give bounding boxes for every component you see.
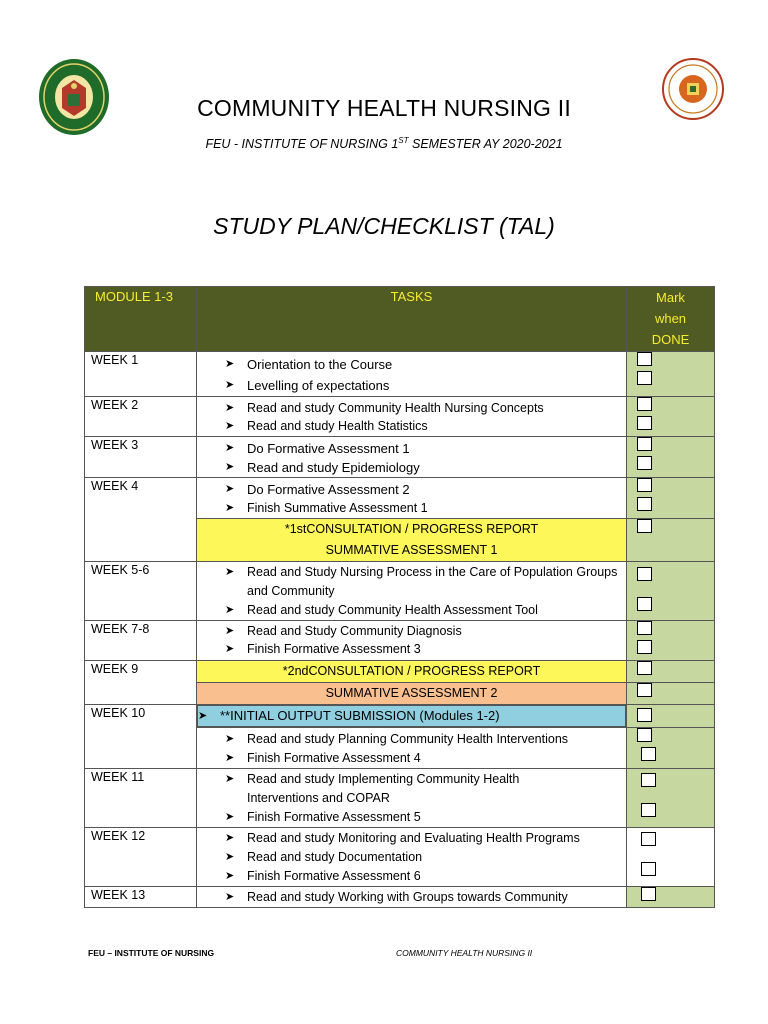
checkbox-icon[interactable] [637, 437, 652, 451]
arrowhead-bullet-icon: ➤ [225, 832, 235, 844]
checkbox-icon[interactable] [637, 352, 652, 366]
checkbox-icon[interactable] [637, 597, 652, 611]
checkbox-icon[interactable] [641, 887, 656, 901]
page-title: COMMUNITY HEALTH NURSING II [197, 95, 571, 121]
table-row [85, 621, 715, 661]
table-header-row [85, 287, 715, 352]
table-row [85, 887, 715, 908]
table-row [85, 397, 715, 437]
checkbox-icon[interactable] [637, 661, 652, 675]
week-label: WEEK 7-8 [85, 621, 197, 661]
plan-title: STUDY PLAN/CHECKLIST (TAL) [213, 213, 555, 239]
task-item: ➤ Read and study Health Statistics [225, 419, 428, 433]
task-item: ➤ Orientation to the Course [197, 354, 626, 375]
table-row [85, 661, 715, 683]
checkbox-icon[interactable] [637, 416, 652, 430]
table-row [85, 478, 715, 519]
header-mark: Mark when DONE [627, 287, 715, 352]
checkbox-icon[interactable] [637, 478, 652, 492]
week-label: WEEK 4 [85, 478, 197, 562]
checkbox-icon[interactable] [637, 567, 652, 581]
consultation-highlight: *1stCONSULTATION / PROGRESS REPORT SUMMATIVE ASSESSMENT 1 [197, 519, 627, 562]
task-item: ➤ Read and study Epidemiology [225, 460, 420, 475]
arrowhead-bullet-icon: ➤ [225, 773, 235, 785]
task-item: ➤ Read and study Implementing Community Health Interventions and COPAR [225, 772, 520, 805]
footer-right: COMMUNITY HEALTH NURSING II [396, 948, 533, 958]
checkbox-icon[interactable] [637, 683, 652, 697]
checkbox-icon[interactable] [637, 708, 652, 722]
arrowhead-bullet-icon: ➤ [225, 733, 235, 745]
week-label: WEEK 11 [85, 769, 197, 828]
checkbox-icon[interactable] [637, 456, 652, 470]
arrowhead-bullet-icon: ➤ [225, 461, 235, 473]
arrowhead-bullet-icon: ➤ [225, 752, 235, 764]
task-item: ➤ Read and study Planning Community Health Interventions [197, 730, 626, 749]
table-row [85, 437, 715, 478]
task-item: ➤ Finish Formative Assessment 6 [197, 867, 626, 886]
week-label: WEEK 13 [85, 887, 197, 908]
table-row [85, 828, 715, 887]
checkbox-icon[interactable] [637, 640, 652, 654]
checkbox-icon[interactable] [637, 397, 652, 411]
checkbox-icon[interactable] [641, 803, 656, 817]
checkbox-icon[interactable] [637, 728, 652, 742]
task-item: ➤ Read and study Documentation [197, 848, 626, 867]
week-label: WEEK 9 [85, 661, 197, 705]
task-item: ➤ Levelling of expectations [197, 375, 626, 396]
table-row [85, 562, 715, 621]
summative-highlight: SUMMATIVE ASSESSMENT 2 [197, 683, 627, 705]
checkbox-icon[interactable] [641, 832, 656, 846]
arrowhead-bullet-icon: ➤ [225, 851, 235, 863]
arrowhead-bullet-icon: ➤ [225, 502, 235, 514]
arrowhead-bullet-icon: ➤ [225, 358, 235, 370]
checkbox-icon[interactable] [637, 371, 652, 385]
task-item: ➤ Read and study Monitoring and Evaluating Health Programs [197, 829, 626, 848]
task-item: ➤ Read and study Community Health Nursing Concepts [225, 401, 544, 415]
study-plan-table [84, 286, 715, 908]
arrowhead-bullet-icon: ➤ [225, 604, 235, 616]
week-label: WEEK 3 [85, 437, 197, 478]
page-subtitle: FEU - INSTITUTE OF NURSING 1ST SEMESTER AY 2020-2021 [205, 136, 563, 152]
header-tasks: TASKS [197, 287, 627, 352]
task-item: ➤ Do Formative Assessment 2 [225, 482, 410, 497]
arrowhead-bullet-icon: ➤ [225, 811, 235, 823]
task-item: ➤ Read and Study Community Diagnosis [225, 624, 462, 638]
arrowhead-bullet-icon: ➤ [225, 483, 235, 495]
table-row [85, 705, 715, 728]
table-row [85, 769, 715, 828]
table-row [85, 352, 715, 397]
submission-highlight: ➤ **INITIAL OUTPUT SUBMISSION (Modules 1-2) [197, 705, 626, 727]
task-item: ➤ Finish Summative Assessment 1 [197, 499, 626, 518]
checkbox-icon[interactable] [641, 747, 656, 761]
week-label: WEEK 1 [85, 352, 197, 397]
checkbox-icon[interactable] [637, 497, 652, 511]
arrowhead-bullet-icon: ➤ [225, 891, 235, 903]
week-label: WEEK 2 [85, 397, 197, 437]
task-item: ➤ Finish Formative Assessment 3 [225, 642, 421, 656]
arrowhead-bullet-icon: ➤ [225, 442, 235, 454]
arrowhead-bullet-icon: ➤ [225, 643, 235, 655]
arrowhead-bullet-icon: ➤ [225, 625, 235, 637]
week-label: WEEK 5-6 [85, 562, 197, 621]
week-label: WEEK 12 [85, 828, 197, 887]
week-label: WEEK 10 [85, 705, 197, 769]
checkbox-icon[interactable] [641, 862, 656, 876]
arrowhead-bullet-icon: ➤ [225, 870, 235, 882]
arrowhead-bullet-icon: ➤ [198, 710, 208, 722]
arrowhead-bullet-icon: ➤ [225, 402, 235, 414]
arrowhead-bullet-icon: ➤ [225, 379, 235, 391]
checkbox-icon[interactable] [637, 621, 652, 635]
task-item: ➤ Finish Formative Assessment 4 [197, 749, 626, 768]
checkbox-icon[interactable] [637, 519, 652, 533]
task-item: ➤ Do Formative Assessment 1 [225, 441, 410, 456]
arrowhead-bullet-icon: ➤ [225, 566, 235, 578]
arrowhead-bullet-icon: ➤ [225, 420, 235, 432]
task-item: ➤ Read and study Working with Groups towards Community [197, 888, 626, 907]
task-item: ➤ Read and study Community Health Assessment Tool [197, 601, 626, 620]
footer-left: FEU – INSTITUTE OF NURSING [88, 948, 215, 958]
checkbox-icon[interactable] [641, 773, 656, 787]
task-item: ➤ Read and Study Nursing Process in the Care of Population Groups and Community [225, 565, 618, 598]
task-item: ➤ Finish Formative Assessment 5 [197, 808, 626, 827]
consultation-highlight: *2ndCONSULTATION / PROGRESS REPORT [197, 661, 627, 683]
header-module: MODULE 1-3 [85, 287, 197, 352]
